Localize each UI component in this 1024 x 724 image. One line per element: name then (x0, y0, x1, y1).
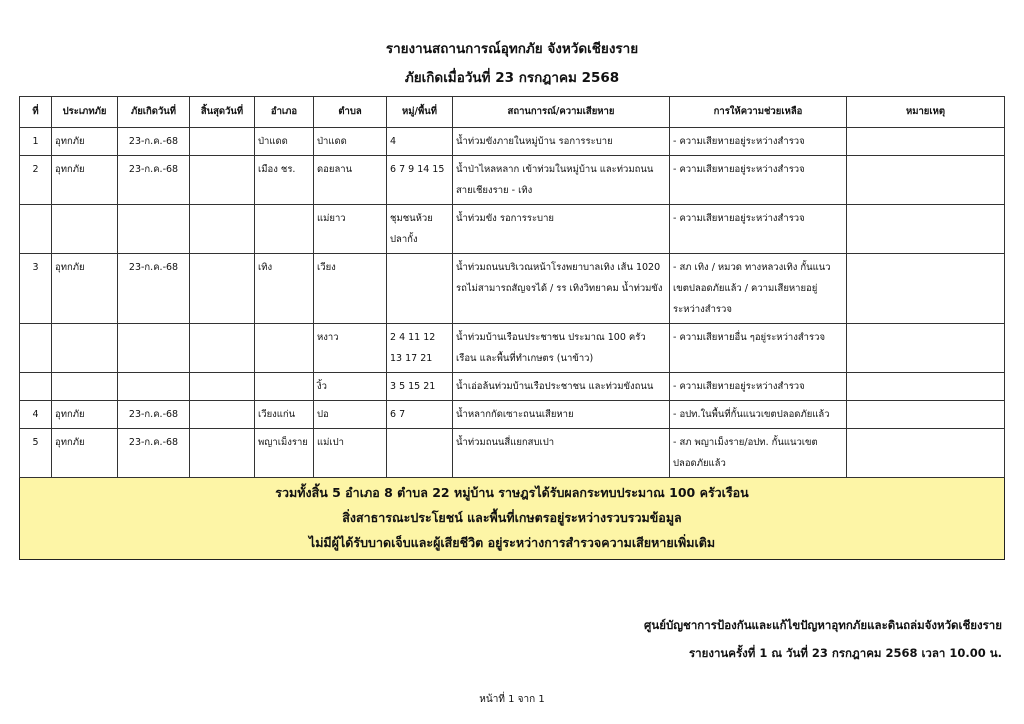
cell-village: 2 4 11 12 13 17 21 (387, 324, 453, 373)
summary-line-1: รวมทั้งสิ้น 5 อำเภอ 8 ตำบล 22 หมู่บ้าน ราษฎรได้รับผลกระทบประมาณ 100 ครัวเรือน (275, 485, 749, 500)
cell-start-date (118, 324, 190, 373)
summary-row (20, 478, 1005, 560)
cell-assistance: - สภ เทิง / หมวด ทางหลวงเทิง กั้นแนวเขตปลอดภัยแล้ว / ความเสียหายอยู่ระหว่างสำรวจ (670, 254, 847, 324)
cell-assistance: - ความเสียหายอยู่ระหว่างสำรวจ (670, 373, 847, 401)
table-row (20, 254, 1005, 324)
cell-situation: น้ำท่วมขังภายในหมู่บ้าน รอการระบาย (453, 128, 670, 156)
cell-district: เวียงแก่น (255, 401, 314, 429)
cell-subdistrict: แม่เปา (314, 429, 387, 478)
table-row (20, 429, 1005, 478)
cell-hazard-type (52, 205, 118, 254)
cell-assistance: - ความเสียหายอื่น ๆอยู่ระหว่างสำรวจ (670, 324, 847, 373)
header-subdistrict: ตำบล (314, 97, 387, 128)
cell-hazard-type: อุทกภัย (52, 156, 118, 205)
cell-remarks (847, 205, 1005, 254)
cell-village (387, 254, 453, 324)
cell-situation: น้ำท่วมขัง รอการระบาย (453, 205, 670, 254)
cell-district (255, 373, 314, 401)
cell-assistance: - ความเสียหายอยู่ระหว่างสำรวจ (670, 156, 847, 205)
cell-assistance: - อปท.ในพื้นที่กั้นแนวเขตปลอดภัยแล้ว (670, 401, 847, 429)
table-row (20, 205, 1005, 254)
cell-district: เมือง ชร. (255, 156, 314, 205)
flood-report-table (19, 96, 1005, 560)
cell-start-date: 23-ก.ค.-68 (118, 429, 190, 478)
cell-start-date: 23-ก.ค.-68 (118, 156, 190, 205)
cell-remarks (847, 156, 1005, 205)
cell-assistance: - สภ พญาเม็งราย/อปท. กั้นแนวเขตปลอดภัยแล้ว (670, 429, 847, 478)
cell-village: ชุมชนห้วยปลากั้ง (387, 205, 453, 254)
cell-no: 5 (20, 429, 52, 478)
cell-hazard-type: อุทกภัย (52, 401, 118, 429)
cell-no: 4 (20, 401, 52, 429)
cell-situation: น้ำท่วมบ้านเรือนประชาชน ประมาณ 100 ครัวเรือน และพื้นที่ทำเกษตร (นาข้าว) (453, 324, 670, 373)
table-row (20, 324, 1005, 373)
header-assistance: การให้ความช่วยเหลือ (670, 97, 847, 128)
header-situation: สถานการณ์/ความเสียหาย (453, 97, 670, 128)
cell-village: 4 (387, 128, 453, 156)
cell-no (20, 373, 52, 401)
cell-no: 2 (20, 156, 52, 205)
cell-situation: น้ำเอ่อล้นท่วมบ้านเรือประชาชน และท่วมขังถนน (453, 373, 670, 401)
page-number: หน้าที่ 1 จาก 1 (479, 694, 545, 705)
footer-organization: ศูนย์บัญชาการป้องกันและแก้ไขปัญหาอุทกภัยและดินถล่มจังหวัดเชียงราย (644, 618, 1002, 632)
cell-subdistrict: ดอยลาน (314, 156, 387, 205)
header-hazard-type: ประเภทภัย (52, 97, 118, 128)
cell-subdistrict: ป่าแดด (314, 128, 387, 156)
cell-assistance: - ความเสียหายอยู่ระหว่างสำรวจ (670, 205, 847, 254)
cell-end-date (190, 205, 255, 254)
cell-remarks (847, 254, 1005, 324)
cell-subdistrict: หงาว (314, 324, 387, 373)
summary-cell (20, 478, 1005, 560)
footer-report-info: รายงานครั้งที่ 1 ณ วันที่ 23 กรกฎาคม 2568 เวลา 10.00 น. (688, 646, 1002, 660)
table-row (20, 156, 1005, 205)
table-row (20, 401, 1005, 429)
cell-district: ป่าแดด (255, 128, 314, 156)
cell-subdistrict: แม่ยาว (314, 205, 387, 254)
cell-end-date (190, 128, 255, 156)
cell-hazard-type: อุทกภัย (52, 128, 118, 156)
cell-end-date (190, 254, 255, 324)
document-title: รายงานสถานการณ์อุทกภัย จังหวัดเชียงราย (385, 41, 639, 57)
cell-situation: น้ำท่วมถนนบริเวณหน้าโรงพยาบาลเทิง เส้น 1020 รถไม่สามารถสัญจรได้ / รร เทิงวิทยาคม น้ำท่วมขัง (453, 254, 670, 324)
header-start-date: ภัยเกิดวันที่ (118, 97, 190, 128)
cell-remarks (847, 373, 1005, 401)
header-district: อำเภอ (255, 97, 314, 128)
cell-hazard-type: อุทกภัย (52, 254, 118, 324)
cell-end-date (190, 401, 255, 429)
cell-village: 6 7 9 14 15 (387, 156, 453, 205)
cell-village: 3 5 15 21 (387, 373, 453, 401)
header-no: ที่ (20, 97, 52, 128)
cell-subdistrict: เวียง (314, 254, 387, 324)
cell-no (20, 324, 52, 373)
header-end-date: สิ้นสุดวันที่ (190, 97, 255, 128)
cell-situation: น้ำป่าไหลหลาก เข้าท่วมในหมู่บ้าน และท่วมถนนสายเชียงราย - เทิง (453, 156, 670, 205)
cell-hazard-type (52, 373, 118, 401)
cell-start-date: 23-ก.ค.-68 (118, 128, 190, 156)
cell-no: 1 (20, 128, 52, 156)
header-remarks: หมายเหตุ (847, 97, 1005, 128)
cell-start-date (118, 205, 190, 254)
cell-remarks (847, 401, 1005, 429)
cell-village: 6 7 (387, 401, 453, 429)
summary-line-3: ไม่มีผู้ได้รับบาดเจ็บและผู้เสียชีวิต อยู่ระหว่างการสำรวจความเสียหายเพิ่มเติม (308, 535, 716, 550)
cell-situation: น้ำท่วมถนนสี่แยกสบเปา (453, 429, 670, 478)
cell-start-date: 23-ก.ค.-68 (118, 401, 190, 429)
cell-no (20, 205, 52, 254)
cell-subdistrict: ปอ (314, 401, 387, 429)
cell-assistance: - ความเสียหายอยู่ระหว่างสำรวจ (670, 128, 847, 156)
cell-subdistrict: งิ้ว (314, 373, 387, 401)
cell-village (387, 429, 453, 478)
table-row (20, 373, 1005, 401)
cell-hazard-type: อุทกภัย (52, 429, 118, 478)
cell-no: 3 (20, 254, 52, 324)
cell-end-date (190, 324, 255, 373)
header-village: หมู่/พื้นที่ (387, 97, 453, 128)
cell-district (255, 205, 314, 254)
table-row (20, 128, 1005, 156)
cell-district (255, 324, 314, 373)
cell-remarks (847, 324, 1005, 373)
cell-remarks (847, 429, 1005, 478)
cell-district: เทิง (255, 254, 314, 324)
cell-remarks (847, 128, 1005, 156)
table-header-row (20, 97, 1005, 128)
document-subtitle: ภัยเกิดเมื่อวันที่ 23 กรกฎาคม 2568 (404, 70, 620, 86)
cell-district: พญาเม็งราย (255, 429, 314, 478)
summary-line-2: สิ่งสาธารณะประโยชน์ และพื้นที่เกษตรอยู่ระหว่างรวบรวมข้อมูล (342, 510, 682, 525)
cell-end-date (190, 373, 255, 401)
cell-hazard-type (52, 324, 118, 373)
cell-start-date (118, 373, 190, 401)
cell-situation: น้ำหลากกัดเซาะถนนเสียหาย (453, 401, 670, 429)
cell-end-date (190, 156, 255, 205)
cell-start-date: 23-ก.ค.-68 (118, 254, 190, 324)
cell-end-date (190, 429, 255, 478)
